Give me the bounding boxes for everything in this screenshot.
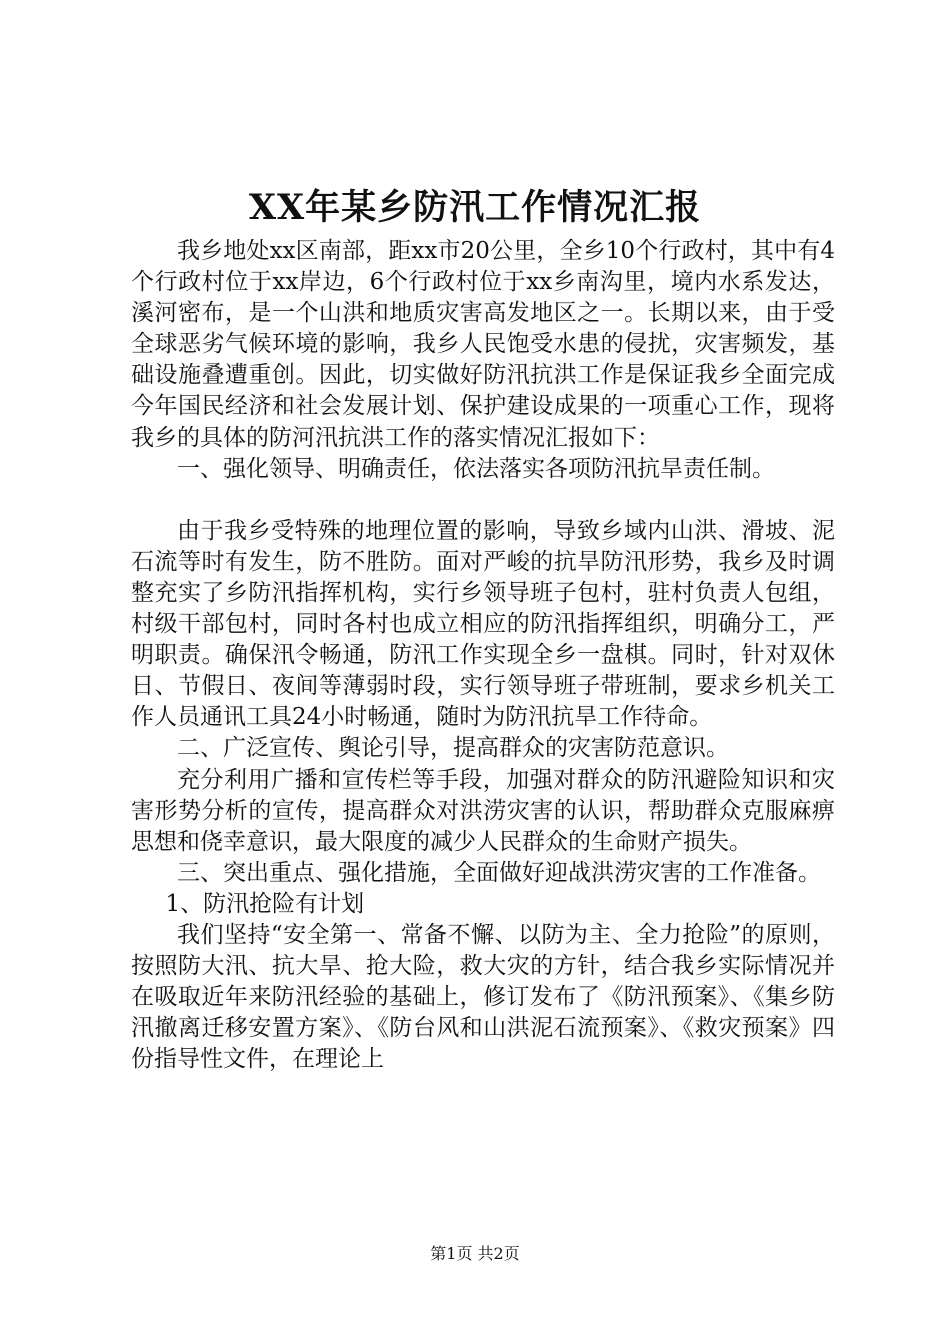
document-body [131, 236, 835, 1075]
paragraph-intro: 我乡地处xx区南部，距xx市20公里，全乡10个行政村，其中有4个行政村位于xx岸边，6个行政村位于xx乡南沟里，境内水系发达，溪河密布，是一个山洪和地质灾害高发地区之一。长期以来，由于受全球恶劣气候环境的影响，我乡人民饱受水患的侵扰，灾害频发，基础设施叠遭重创。因此，切实做好防汛抗洪工作是保证我乡全面完成今年国民经济和社会发展计划、保护建设成果的一项重心工作，现将我乡的具体的防河汛抗洪工作的落实情况汇报如下： [131, 238, 835, 451]
section-heading-3: 三、突出重点、强化措施，全面做好迎战洪涝灾害的工作准备。 [177, 859, 821, 886]
paragraph-section-2: 充分利用广播和宣传栏等手段，加强对群众的防汛避险知识和灾害形势分析的宣传，提高群众对洪涝灾害的认识，帮助群众克服麻痹思想和侥幸意识，最大限度的减少人民群众的生命财产损失。 [131, 766, 835, 855]
paragraph-section-1: 由于我乡受特殊的地理位置的影响，导致乡域内山洪、滑坡、泥石流等时有发生，防不胜防。面对严峻的抗旱防汛形势，我乡及时调整充实了乡防汛指挥机构，实行乡领导班子包村，驻村负责人包组，村级干部包村，同时各村也成立相应的防汛指挥组织，明确分工，严明职责。确保汛令畅通，防汛工作实现全乡一盘棋。同时，针对双休日、节假日、夜间等薄弱时段，实行领导班子带班制，要求乡机关工作人员通讯工具24小时畅通，随时为防汛抗旱工作待命。 [131, 517, 835, 731]
paragraph-subsection-1: 我们坚持“安全第一、常备不懈、以防为主、全力抢险”的原则，按照防大汛、抗大旱、抢大险，救大灾的方针，结合我乡实际情况并在吸取近年来防汛经验的基础上，修订发布了《防汛预案》、《集乡防汛撤离迁移安置方案》、《防台风和山洪泥石流预案》、《救灾预案》四份指导性文件，在理论上 [131, 921, 835, 1073]
section-heading-1: 一、强化领导、明确责任，依法落实各项防汛抗旱责任制。 [177, 455, 775, 482]
page-number-footer: 第1页 共2页 [430, 1244, 520, 1263]
subheading-1: 1、防汛抢险有计划 [165, 890, 365, 917]
document-title: XX年某乡防汛工作情况汇报 [248, 187, 702, 228]
section-heading-2: 二、广泛宣传、舆论引导，提高群众的灾害防范意识。 [177, 735, 729, 762]
